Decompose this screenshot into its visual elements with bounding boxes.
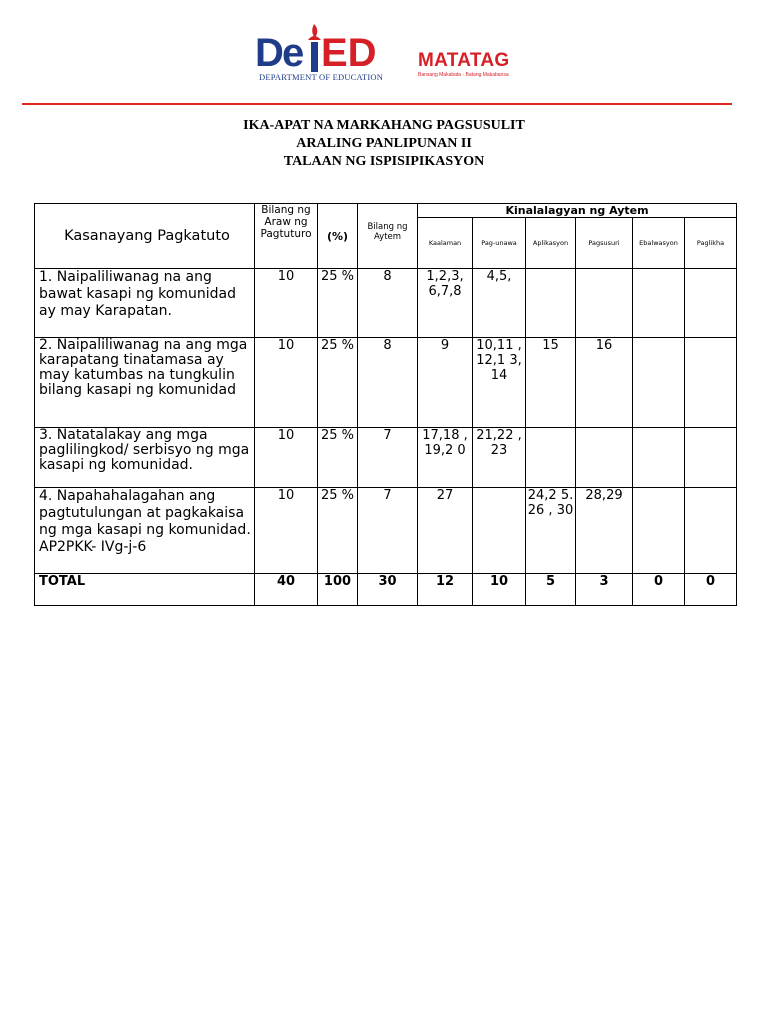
aplikasyon-cell [526,269,576,338]
items-cell: 7 [358,488,418,574]
competency-cell: 4. Napahahalagahan ang pagtutulungan at pagkakaisa ng mga kasapi ng komunidad. AP2PKK- IVg-j-6 [35,488,255,574]
items-cell: 8 [358,269,418,338]
paglikha-cell [685,338,737,428]
total-days: 40 [255,574,318,606]
kaalaman-cell: 27 [418,488,473,574]
total-items: 30 [358,574,418,606]
header-divider [22,103,732,105]
percent-cell: 25 % [318,269,358,338]
matatag-title: MATATAG [418,50,510,71]
table-row [35,338,737,428]
pagsusuri-cell [576,269,633,338]
ebalwasyon-cell [633,428,685,488]
total-pag-unawa: 10 [473,574,526,606]
days-cell: 10 [255,338,318,428]
total-paglikha: 0 [685,574,737,606]
pag-unawa-cell: 10,11 ,12,1 3,14 [473,338,526,428]
total-row [35,574,737,606]
table-row [35,488,737,574]
days-cell: 10 [255,269,318,338]
header-competency: Kasanayang Pagkatuto [35,204,255,269]
header-pagsusuri: Pagsusuri [576,218,633,269]
aplikasyon-cell: 15 [526,338,576,428]
matatag-tagline: Bansang Makabata · Batang Makabansa [418,72,509,78]
title-line-1: IKA-APAT NA MARKAHANG PAGSUSULIT [243,118,525,133]
percent-cell: 25 % [318,428,358,488]
pag-unawa-cell [473,488,526,574]
total-aplikasyon: 5 [526,574,576,606]
total-pagsusuri: 3 [576,574,633,606]
total-percent: 100 [318,574,358,606]
header-ebalwasyon: Ebalwasyon [633,218,685,269]
pag-unawa-cell: 4,5, [473,269,526,338]
table-row [35,428,737,488]
kaalaman-cell: 1,2,3, 6,7,8 [418,269,473,338]
header-pag-unawa: Pag-unawa [473,218,526,269]
competency-cell: 3. Natatalakay ang mga paglilingkod/ serbisyo ng mga kasapi ng komunidad. [35,428,255,488]
specification-table [34,203,737,606]
deped-logo [255,24,395,94]
total-kaalaman: 12 [418,574,473,606]
items-cell: 8 [358,338,418,428]
ebalwasyon-cell [633,338,685,428]
percent-cell: 25 % [318,338,358,428]
aplikasyon-cell: 24,2 5.26 , 30 [526,488,576,574]
items-cell: 7 [358,428,418,488]
pag-unawa-cell: 21,22 ,23 [473,428,526,488]
paglikha-cell [685,488,737,574]
days-cell: 10 [255,428,318,488]
header-items: Bilang ng Aytem [358,204,418,269]
title-line-2: ARALING PANLIPUNAN II [296,136,472,151]
header-kaalaman: Kaalaman [418,218,473,269]
header-paglikha: Paglikha [685,218,737,269]
svg-text:e: e [282,31,305,74]
percent-cell: 25 % [318,488,358,574]
deped-logo-icon [255,24,395,74]
paglikha-cell [685,269,737,338]
document-titles [0,117,768,171]
table-row [35,269,737,338]
ebalwasyon-cell [633,269,685,338]
matatag-logo [418,50,538,90]
ebalwasyon-cell [633,488,685,574]
header-days: Bilang ng Araw ng Pagtuturo [255,204,318,269]
header-placement: Kinalalagyan ng Aytem [418,204,737,218]
header-percent: (%) [318,204,358,269]
days-cell: 10 [255,488,318,574]
header-aplikasyon: Aplikasyon [526,218,576,269]
pagsusuri-cell: 16 [576,338,633,428]
paglikha-cell [685,428,737,488]
title-line-3: TALAAN NG ISPISIPIKASYON [283,154,485,169]
pagsusuri-cell: 28,29 [576,488,633,574]
svg-text:ED: ED [321,31,377,74]
total-ebalwasyon: 0 [633,574,685,606]
svg-text:D: D [255,31,284,74]
pagsusuri-cell [576,428,633,488]
total-label: TOTAL [35,574,255,606]
kaalaman-cell: 17,18 ,19,2 0 [418,428,473,488]
aplikasyon-cell [526,428,576,488]
deped-subtitle: DEPARTMENT OF EDUCATION [259,72,384,82]
kaalaman-cell: 9 [418,338,473,428]
competency-cell: 2. Naipaliliwanag na ang mga karapatang tinatamasa ay may katumbas na tungkulin bilang kasapi ng komunidad [35,338,255,428]
competency-cell: 1. Naipaliliwanag na ang bawat kasapi ng komunidad ay may Karapatan. [35,269,255,338]
